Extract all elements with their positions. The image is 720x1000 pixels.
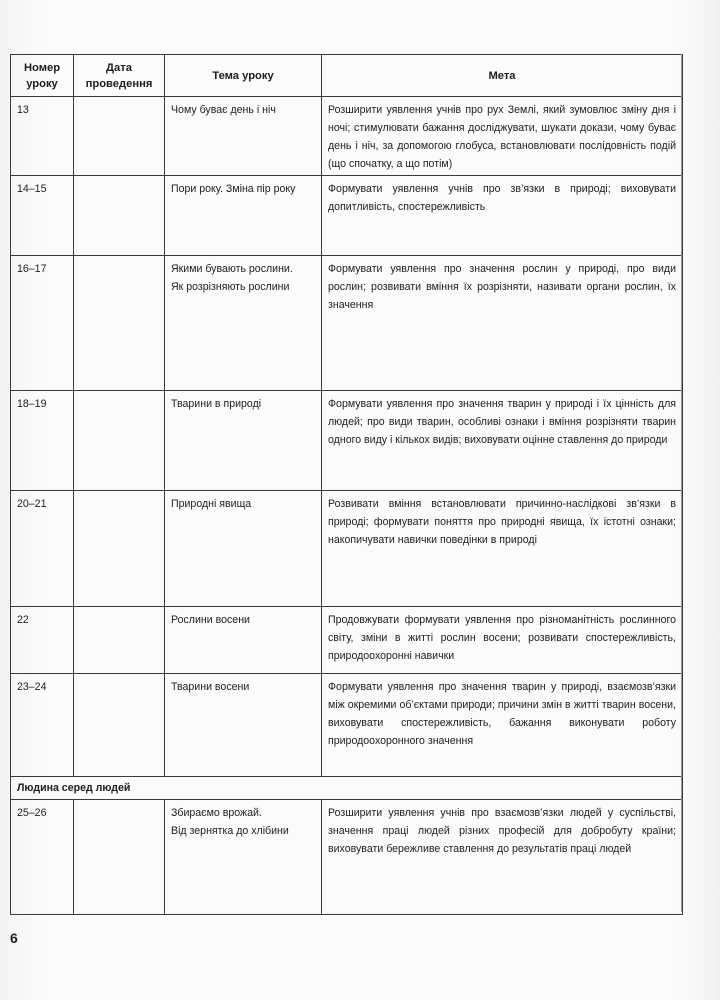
lesson-goal: Формувати уявлення про значення тварин у природі, взаємозв’язки між окремими об’єктами природи; причини змін в житті тварин восени, виховувати спостережливість, бажання виконувати роботу природоохоронного значення <box>322 674 683 777</box>
lesson-goal: Формувати уявлення про значення тварин у природі і їх цінність для людей; про види тварин, особливі ознаки і вміння розрізняти тварин одного виду і кількох видів; виховувати оцінне ставлення до природи <box>322 391 683 491</box>
section-title: Людина серед людей <box>11 777 683 800</box>
lesson-date <box>74 800 165 915</box>
table-header-row <box>11 55 683 97</box>
header-topic: Тема уроку <box>165 55 322 97</box>
table-row <box>11 391 683 491</box>
lesson-topic: Збираємо врожай. Від зернятка до хлібини <box>165 800 322 915</box>
table-row <box>11 674 683 777</box>
section-row <box>11 777 683 800</box>
lesson-topic: Рослини восени <box>165 607 322 674</box>
lesson-number: 14–15 <box>11 176 74 256</box>
lesson-topic: Тварини восени <box>165 674 322 777</box>
lesson-date <box>74 607 165 674</box>
lesson-number: 16–17 <box>11 256 74 391</box>
lesson-goal: Формувати уявлення учнів про зв’язки в природі; виховувати допитливість, спостережливість <box>322 176 683 256</box>
lesson-goal: Формувати уявлення про значення рослин у природі, про види рослин; розвивати вміння їх розрізняти, називати органи рослин, їх значення <box>322 256 683 391</box>
table-row <box>11 256 683 391</box>
table-row <box>11 176 683 256</box>
table-row <box>11 607 683 674</box>
lesson-date <box>74 491 165 607</box>
header-date: Дата проведення <box>74 55 165 97</box>
lesson-number: 25–26 <box>11 800 74 915</box>
lesson-number: 20–21 <box>11 491 74 607</box>
lesson-number: 13 <box>11 97 74 176</box>
lesson-goal: Розвивати вміння встановлювати причинно-наслідкові зв’язки в природі; формувати поняття про природні явища, їх істотні ознаки; накопичувати навички поведінки в природі <box>322 491 683 607</box>
lesson-topic: Природні явища <box>165 491 322 607</box>
lesson-number: 18–19 <box>11 391 74 491</box>
lesson-goal: Продовжувати формувати уявлення про різноманітність рослинного світу, зміни в житті рослин восени; розвивати спостережливість, природоохоронні навички <box>322 607 683 674</box>
lesson-date <box>74 97 165 176</box>
header-goal: Мета <box>322 55 683 97</box>
lesson-topic: Пори року. Зміна пір року <box>165 176 322 256</box>
lesson-topic: Якими бувають рослини. Як розрізняють рослини <box>165 256 322 391</box>
table-row <box>11 800 683 915</box>
lesson-number: 22 <box>11 607 74 674</box>
page-number: 6 <box>10 930 18 946</box>
table-row <box>11 97 683 176</box>
lesson-goal: Розширити уявлення учнів про рух Землі, який зумовлює зміну дня і ночі; стимулювати бажання досліджувати, шукати докази, чому буває день і ніч, за допомогою глобуса, встановлювати послідовність подій (що спочатку, а що потім) <box>322 97 683 176</box>
header-lesson-number: Номер уроку <box>11 55 74 97</box>
lesson-date <box>74 256 165 391</box>
lesson-date <box>74 391 165 491</box>
page-edge-line <box>681 54 682 912</box>
lesson-goal: Розширити уявлення учнів про взаємозв’язки людей у суспільстві, значення праці людей різних професій для добробуту країни; виховувати бережливе ставлення до результатів праці людей <box>322 800 683 915</box>
lesson-topic: Тварини в природі <box>165 391 322 491</box>
lesson-plan-table <box>10 54 683 915</box>
lesson-date <box>74 674 165 777</box>
table-row <box>11 491 683 607</box>
lesson-number: 23–24 <box>11 674 74 777</box>
lesson-date <box>74 176 165 256</box>
lesson-topic: Чому буває день і ніч <box>165 97 322 176</box>
